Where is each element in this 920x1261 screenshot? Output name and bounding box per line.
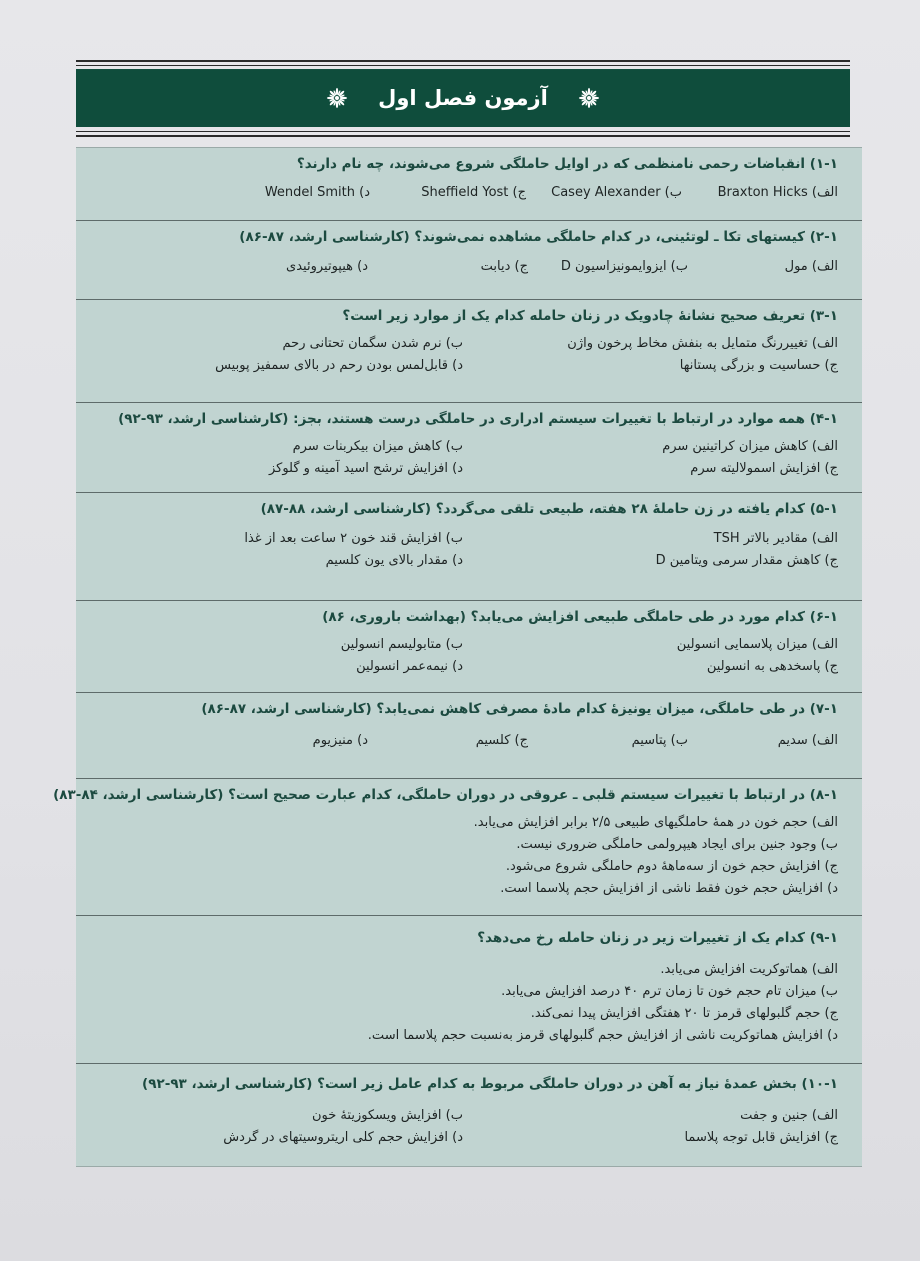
option-d: د) قابل‌لمس بودن رحم در بالای سمفیز پوبیس xyxy=(215,358,463,373)
option-d: د) نیمه‌عمر انسولین xyxy=(356,659,463,674)
option-d-row xyxy=(88,1025,838,1047)
option-d: د) افزایش حجم کلی اریتروسیتهای در گردش xyxy=(223,1130,463,1145)
option-c: ج) پاسخدهی به انسولین xyxy=(706,659,838,674)
question-text: ۲-۱) کیستهای تکا ـ لوتئینی، در کدام حاملگی مشاهده نمی‌شوند؟ (کارشناسی ارشد، ۸۷-۸۶) xyxy=(239,229,838,245)
option-b-row xyxy=(88,981,838,1003)
option-a-row xyxy=(88,812,838,834)
option-b: ب) ایزوایمونیزاسیون D xyxy=(560,259,688,274)
option-c: ج) افزایش قابل توجه پلاسما xyxy=(684,1130,838,1145)
question-text: ۱۰-۱) بخش عمدهٔ نیاز به آهن در دوران حاملگی مربوط به کدام عامل زیر است؟ (کارشناسی ارشد، ۹۳-۹۲) xyxy=(142,1076,838,1092)
question-5 xyxy=(76,493,862,601)
option-c: ج) Sheffield Yost xyxy=(421,185,526,200)
question-text: ۵-۱) کدام یافته در زن حاملهٔ ۲۸ هفته، طبیعی تلقی می‌گردد؟ (کارشناسی ارشد، ۸۸-۸۷) xyxy=(260,501,838,517)
chapter-title: آزمون فصل اول xyxy=(378,86,548,110)
option-a: الف) مقادیر بالاتر TSH xyxy=(713,531,838,546)
top-rule xyxy=(76,60,850,62)
top-rule-thin xyxy=(76,65,850,66)
option-b: ب) Casey Alexander xyxy=(551,185,682,200)
options-row xyxy=(88,1105,838,1127)
question-8 xyxy=(53,779,862,916)
chapter-header xyxy=(76,69,850,127)
option-b: ب) افزایش ویسکوزیتهٔ خون xyxy=(312,1108,463,1123)
option-c: ج) افزایش حجم خون از سه‌ماههٔ دوم حاملگی شروع می‌شود. xyxy=(505,859,838,874)
question-3 xyxy=(76,300,862,403)
question-sheet xyxy=(53,147,862,1167)
header-rule xyxy=(76,135,850,137)
flower-ornament-icon xyxy=(326,87,348,109)
options-row xyxy=(88,256,838,278)
options-row xyxy=(88,355,838,377)
question-10 xyxy=(76,1064,862,1166)
options-row xyxy=(88,656,838,678)
option-a: الف) سدیم xyxy=(777,733,838,748)
option-b: ب) افزایش قند خون ۲ ساعت بعد از غذا xyxy=(244,531,463,546)
option-c-row xyxy=(88,1003,838,1025)
option-d-row xyxy=(88,878,838,900)
option-a: الف) Braxton Hicks xyxy=(717,185,838,200)
question-6 xyxy=(76,601,862,693)
option-d: د) افزایش حجم خون فقط ناشی از افزایش حجم پلاسما است. xyxy=(500,881,838,896)
option-b: ب) پتاسیم xyxy=(631,733,688,748)
option-c: ج) حجم گلبولهای قرمز تا ۲۰ هفتگی افزایش پیدا نمی‌کند. xyxy=(530,1006,838,1021)
option-d: د) مقدار بالای یون کلسیم xyxy=(325,553,463,568)
option-c: ج) حساسیت و بزرگی پستانها xyxy=(679,358,838,373)
question-text: ۴-۱) همه موارد در ارتباط با تغییرات سیستم ادراری در حاملگی درست هستند، بجز: (کارشناسی ارشد، ۹۳-۹۲) xyxy=(118,411,838,427)
option-a-row xyxy=(88,959,838,981)
options-row xyxy=(88,528,838,550)
options-row xyxy=(88,730,838,752)
options-row xyxy=(88,333,838,355)
option-a: الف) میزان پلاسمایی انسولین xyxy=(676,637,838,652)
question-text: ۱-۱) انقباضات رحمی نامنظمی که در اوایل حاملگی شروع می‌شوند، چه نام دارند؟ xyxy=(296,156,838,172)
option-d: د) Wendel Smith xyxy=(264,185,370,200)
question-2 xyxy=(76,221,862,300)
option-b: ب) نرم شدن سگمان تحتانی رحم xyxy=(282,336,463,351)
option-d: د) افزایش هماتوکریت ناشی از افزایش حجم گلبولهای قرمز به‌نسبت حجم پلاسما است. xyxy=(367,1028,838,1043)
option-d: د) افزایش ترشح اسید آمینه و گلوکز xyxy=(268,461,463,476)
option-b-row xyxy=(88,834,838,856)
option-d: د) منیزیوم xyxy=(312,733,368,748)
options-row xyxy=(88,182,838,204)
option-a: الف) حجم خون در همهٔ حاملگیهای طبیعی ۲/۵ برابر افزایش می‌یابد. xyxy=(473,815,838,830)
options-row xyxy=(88,458,838,480)
question-7 xyxy=(76,693,862,779)
header-rule-thin xyxy=(76,131,850,132)
options-row xyxy=(88,436,838,458)
question-text: ۹-۱) کدام یک از تغییرات زیر در زنان حامله رخ می‌دهد؟ xyxy=(477,930,838,946)
question-1 xyxy=(76,148,862,221)
option-c: ج) افزایش اسمولالیته سرم xyxy=(690,461,838,476)
option-c: ج) دیابت xyxy=(480,259,528,274)
option-c: ج) کلسیم xyxy=(475,733,528,748)
question-4 xyxy=(76,403,862,493)
option-c-row xyxy=(88,856,838,878)
options-row xyxy=(88,634,838,656)
question-9 xyxy=(76,916,862,1064)
options-row xyxy=(88,550,838,572)
option-b: ب) متابولیسم انسولین xyxy=(340,637,463,652)
option-a: الف) هماتوکریت افزایش می‌یابد. xyxy=(660,962,838,977)
option-b: ب) وجود جنین برای ایجاد هیپرولمی حاملگی ضروری نیست. xyxy=(516,837,838,852)
question-text: ۶-۱) کدام مورد در طی حاملگی طبیعی افزایش می‌یابد؟ (بهداشت باروری، ۸۶) xyxy=(322,609,838,625)
flower-ornament-icon xyxy=(578,87,600,109)
option-a: الف) مول xyxy=(784,259,838,274)
option-a: الف) کاهش میزان کراتینین سرم xyxy=(662,439,838,454)
option-a: الف) جنین و جفت xyxy=(740,1108,838,1123)
options-row xyxy=(88,1127,838,1149)
question-text: ۷-۱) در طی حاملگی، میزان یونیزهٔ کدام مادهٔ مصرفی کاهش نمی‌یابد؟ (کارشناسی ارشد، ۸۷-۸۶) xyxy=(201,701,838,717)
option-a: الف) تغییررنگ متمایل به بنفش مخاط پرخون واژن xyxy=(567,336,838,351)
option-b: ب) کاهش میزان بیکربنات سرم xyxy=(292,439,463,454)
question-text: ۳-۱) تعریف صحیح نشانهٔ چادویک در زنان حامله کدام یک از موارد زیر است؟ xyxy=(342,308,838,324)
option-c: ج) کاهش مقدار سرمی ویتامین D xyxy=(655,553,838,568)
option-d: د) هیپوتیروئیدی xyxy=(286,259,368,274)
option-b: ب) میزان تام حجم خون تا زمان ترم ۴۰ درصد افزایش می‌یابد. xyxy=(501,984,838,999)
question-text: ۸-۱) در ارتباط با تغییرات سیستم قلبی ـ عروقی در دوران حاملگی، کدام عبارت صحیح است؟ (کارشناسی ارشد، ۸۴-۸۳) xyxy=(53,787,838,803)
